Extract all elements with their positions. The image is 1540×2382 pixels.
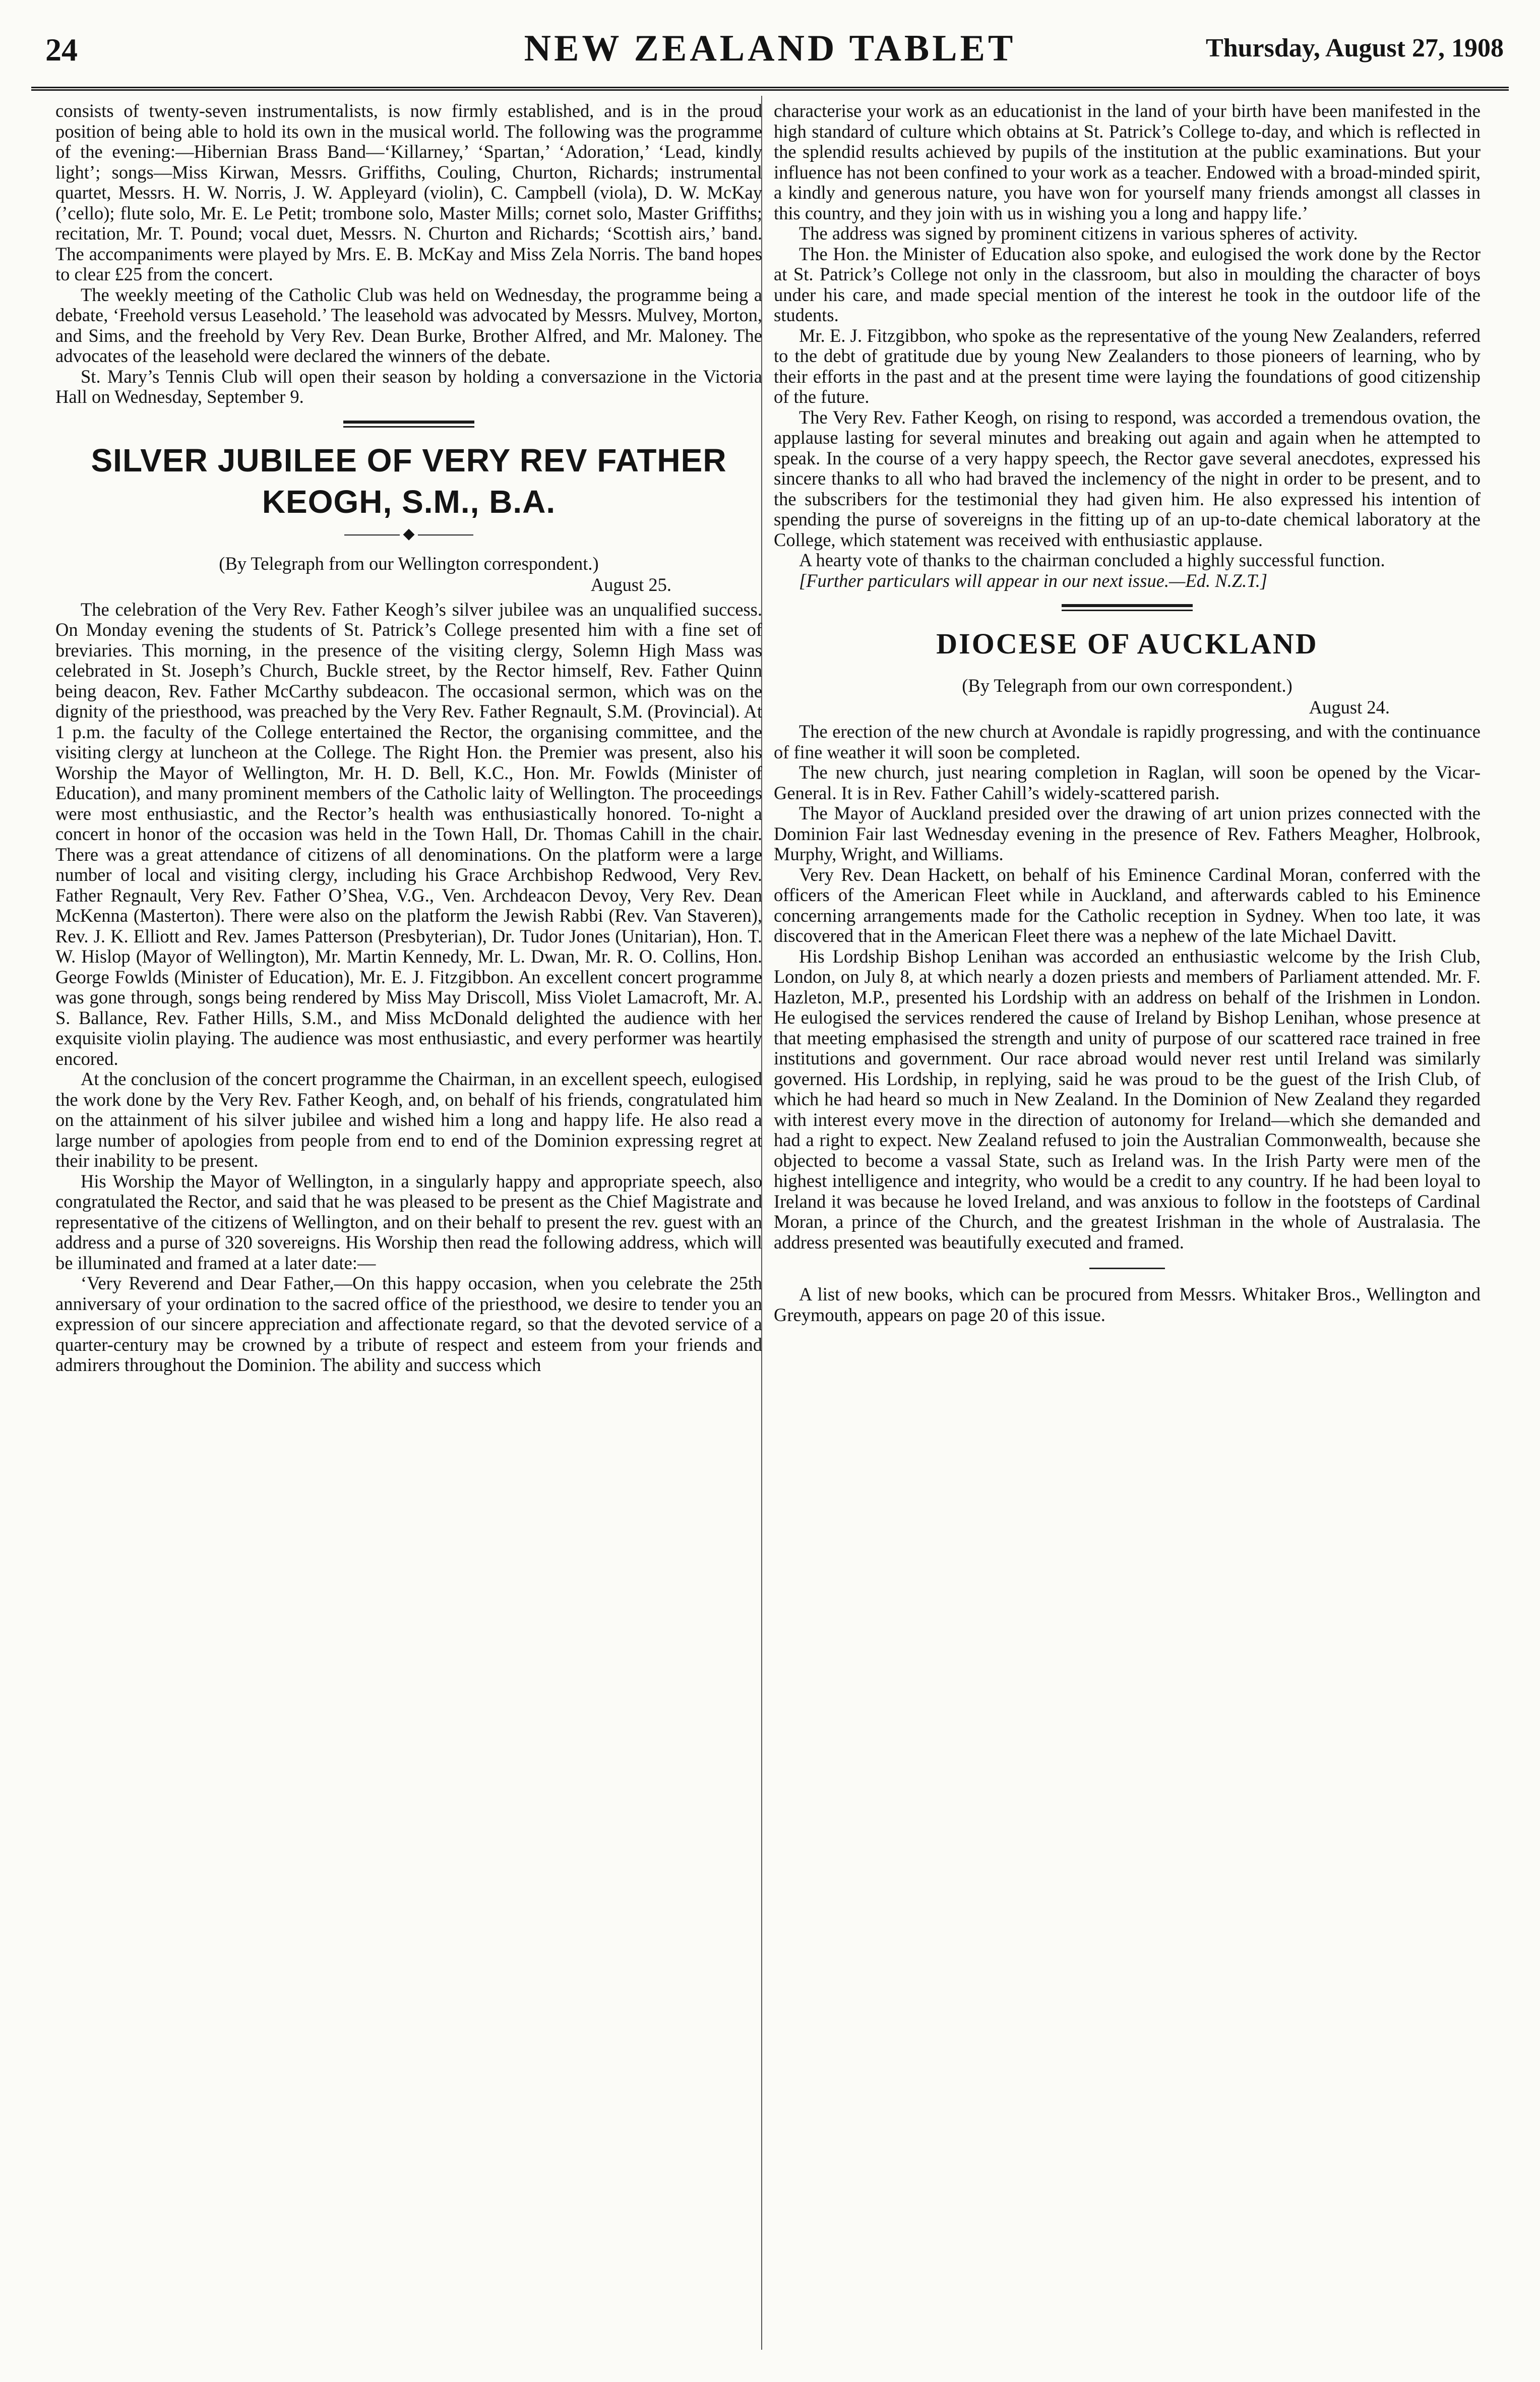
paragraph: consists of twenty-seven instrumentalists, is now firmly established, and is in the proud position of being able to hold its own in the musical world. The following was the programme of the evening:—Hibernian Brass Band—‘Killarney,’ ‘Spartan,’ ‘Adoration,’ ‘Lead, kindly light’; songs—Miss Kirwan, Messrs. Griffiths, Couling, Churton, Richards; instrumental quartet, Messrs. H. W. Norris, J. W. Appleyard (violin), C. Campbell (viola), D. W. McKay (’cello); flute solo, Mr. E. Le Petit; trombone solo, Master Mills; cornet solo, Master Griffiths; recitation, Mr. T. Pound; vocal duet, Messrs. N. Churton and Richards; ‘Scottish airs,’ band. The accompaniments were played by Mrs. E. B. McKay and Miss Zela Norris. The band hopes to clear £25 from the concert. <box>55 100 762 284</box>
paragraph: ‘Very Reverend and Dear Father,—On this happy occasion, when you celebrate the 25th anniversary of your ordination to the sacred office of the priesthood, we desire to tender you an expression of our sincere appreciation and affectionate regard, so that the devoted service of a quarter-century may be crowned by a tribute of respect and esteem from your friends and admirers throughout the Dominion. The ability and success which <box>55 1273 762 1375</box>
editor-note: [Further particulars will appear in our next issue.—Ed. N.Z.T.] <box>799 570 1268 591</box>
paragraph: The weekly meeting of the Catholic Club was held on Wednesday, the programme being a debate, ‘Freehold versus Leasehold.’ The leasehold was advocated by Messrs. Mulvey, Morton, and Sims, and the freehold by Very Rev. Dean Burke, Brother Alfred, and Mr. Maloney. The advocates of the leasehold were declared the winners of the debate. <box>55 284 762 366</box>
paragraph: The Very Rev. Father Keogh, on rising to respond, was accorded a tremendous ovation, the applause lasting for several minutes and breaking out again and again when he attempted to speak. In the course of a very happy speech, the Rector gave several anecdotes, expressed his sincere thanks to all who had braved the inclemency of the night in order to be present, and to the subscribers for the testimonial they had given him. He also expressed his intention of spending the purse of sovereigns in the fitting up of an up-to-date chemical laboratory at the College, which statement was received with enthusiastic applause. <box>774 406 1481 550</box>
section-rule <box>343 421 474 428</box>
article-byline: (By Telegraph from our own correspondent.) <box>962 675 1292 696</box>
right-column <box>774 101 1481 1325</box>
masthead-rule <box>31 87 1509 91</box>
page-number: 24 <box>45 32 78 68</box>
section-rule <box>1089 1268 1165 1269</box>
section-rule <box>1062 604 1193 611</box>
paper-title: NEW ZEALAND TABLET <box>524 28 1016 69</box>
paragraph: The Hon. the Minister of Education also spoke, and eulogised the work done by the Rector at St. Patrick’s College not only in the classroom, but also in moulding the character of boys under his care, and made special mention of the interest he took in the outdoor life of the students. <box>774 243 1481 325</box>
paragraph: Very Rev. Dean Hackett, on behalf of his Eminence Cardinal Moran, conferred with the officers of the American Fleet while in Auckland, and afterwards cabled to his Eminence concerning arrangements made for the Catholic reception in Sydney. When too late, it was discovered that in the American Fleet there was a nephew of the late Michael Davitt. <box>774 864 1481 946</box>
paragraph: His Worship the Mayor of Wellington, in a singularly happy and appropriate speech, also congratulated the Rector, and said that he was pleased to be present as the Chief Magistrate and representative of the citizens of Wellington, and on their behalf to present the rev. guest with an address and a purse of 320 sovereigns. His Worship then read the following address, which will be illuminated and framed at a later date:— <box>55 1170 762 1273</box>
paragraph: His Lordship Bishop Lenihan was accorded an enthusiastic welcome by the Irish Club, London, on July 8, at which nearly a dozen priests and members of Parliament attended. Mr. F. Hazleton, M.P., presented his Lordship with an address on behalf of the Irishmen in London. He eulogised the services rendered the cause of Ireland by Bishop Lenihan, whose presence at that meeting emphasised the strength and unity of purpose of our scattered race trained in free institutions and government. Our race abroad would never rest until Ireland was similarly governed. His Lordship, in replying, said he was proud to be the guest of the Irish Club, of which he had heard so much in New Zealand. In the Dominion of New Zealand they regarded with interest every move in the direction of autonomy for Ireland—which she demanded and had a right to expect. New Zealand refused to join the Australian Commonwealth, because she objected to become a vassal State, such as Ireland was. In the Irish Party were men of the highest intelligence and integrity, who would be a credit to any country. If he had been loyal to Ireland it was because he loved Ireland, and was anxious to follow in the footsteps of Cardinal Moran, a prince of the Church, and the greatest Irishman in the whole of Australasia. The address presented was beautifully executed and framed. <box>774 945 1481 1253</box>
article-dateline: August 24. <box>1309 696 1390 718</box>
article-headline: DIOCESE OF AUCKLAND <box>936 627 1318 660</box>
article-byline: (By Telegraph from our Wellington correspondent.) <box>219 553 599 574</box>
paragraph: The new church, just nearing completion in Raglan, will soon be opened by the Vicar-General. It is in Rev. Father Cahill’s widely-scattered parish. <box>774 762 1481 803</box>
issue-date: Thursday, August 27, 1908 <box>1206 34 1504 63</box>
masthead <box>31 15 1509 76</box>
article-dateline: August 25. <box>590 574 671 595</box>
paragraph: St. Mary’s Tennis Club will open their season by holding a conversazione in the Victoria Hall on Wednesday, September 9. <box>55 366 762 407</box>
paragraph: A hearty vote of thanks to the chairman concluded a highly successful function. <box>799 550 1385 570</box>
ornament-divider: ◆ <box>55 525 762 543</box>
left-column <box>55 101 762 1376</box>
paragraph: The erection of the new church at Avondale is rapidly progressing, and with the continuance of fine weather it will soon be completed. <box>774 721 1481 762</box>
paragraph: Mr. E. J. Fitzgibbon, who spoke as the representative of the young New Zealanders, referred to the debt of gratitude due by young New Zealanders to those pioneers of learning, who by their efforts in the past and at the present time were laying the foundations of good citizenship of the future. <box>774 325 1481 407</box>
paragraph: The celebration of the Very Rev. Father Keogh’s silver jubilee was an unqualified success. On Monday evening the students of St. Patrick’s College presented him with a fine set of breviaries. This morning, in the presence of the visiting clergy, Solemn High Mass was celebrated in St. Joseph’s Church, Buckle street, by the Rector himself, Rev. Father Quinn being deacon, Rev. Father McCarthy subdeacon. The occasional sermon, which was on the dignity of the priesthood, was preached by the Very Rev. Father Regnault, S.M. (Provincial). At 1 p.m. the faculty of the College entertained the Rector, the organising committee, and the visiting clergy at luncheon at the College. The Right Hon. the Premier was present, also his Worship the Mayor of Wellington, Mr. H. D. Bell, K.C., Hon. Mr. Fowlds (Minister of Education), and many prominent members of the Catholic laity of Wellington. The proceedings were most enthusiastic, and the Rector’s health was enthusiastically honored. To-night a concert in honor of the occasion was held in the Town Hall, Dr. Thomas Cahill in the chair. There was a great attendance of citizens of all denominations. On the platform were a large number of local and visiting clergy, including his Grace Archbishop Redwood, Very Rev. Father Regnault, Very Rev. Father O’Shea, V.G., Ven. Archdeacon Devoy, Very Rev. Dean McKenna (Masterton). There were also on the platform the Jewish Rabbi (Rev. Van Staveren), Rev. J. K. Elliott and Rev. James Patterson (Presbyterian), Dr. Tudor Jones (Unitarian), Hon. T. W. Hislop (Mayor of Wellington), Mr. Martin Kennedy, Mr. L. Dwan, Mr. R. O. Collins, Hon. George Fowlds (Minister of Education), Mr. E. J. Fitzgibbon. An excellent concert programme was gone through, songs being rendered by Miss May Driscoll, Miss Violet Lamacroft, Mr. A. S. Ballance, Rev. Father Hills, S.M., and Miss McDonald delighted the audience with her exquisite violin playing. The audience was most enthusiastic, and every performer was heartily encored. <box>55 599 762 1069</box>
paragraph: The address was signed by prominent citizens in various spheres of activity. <box>799 223 1358 244</box>
paragraph: characterise your work as an educationist in the land of your birth have been manifested in the high standard of culture which obtains at St. Patrick’s College to-day, and which is reflected in the splendid results achieved by pupils of the institution at the public examinations. But your influence has not been confined to your work as a teacher. Endowed with a broad-minded spirit, a kindly and generous nature, you have won for yourself many friends amongst all classes in this country, and they join with us in wishing you a long and happy life.’ <box>774 100 1481 223</box>
article-headline: SILVER JUBILEE OF VERY REV FATHER KEOGH, S.M., B.A. <box>91 442 727 520</box>
paragraph: At the conclusion of the concert programme the Chairman, in an excellent speech, eulogised the work done by the Very Rev. Father Keogh, and, on behalf of his friends, congratulated him on the attainment of his silver jubilee and wished him a long and happy life. He also read a large number of apologies from people from end to end of the Dominion expressing regret at their inability to be present. <box>55 1068 762 1171</box>
paragraph: The Mayor of Auckland presided over the drawing of art union prizes connected with the Dominion Fair last Wednesday evening in the presence of Rev. Fathers Meagher, Holbrook, Murphy, Wright, and Williams. <box>774 803 1481 864</box>
closing-note: A list of new books, which can be procured from Messrs. Whitaker Bros., Wellington and Greymouth, appears on page 20 of this issue. <box>774 1284 1481 1325</box>
